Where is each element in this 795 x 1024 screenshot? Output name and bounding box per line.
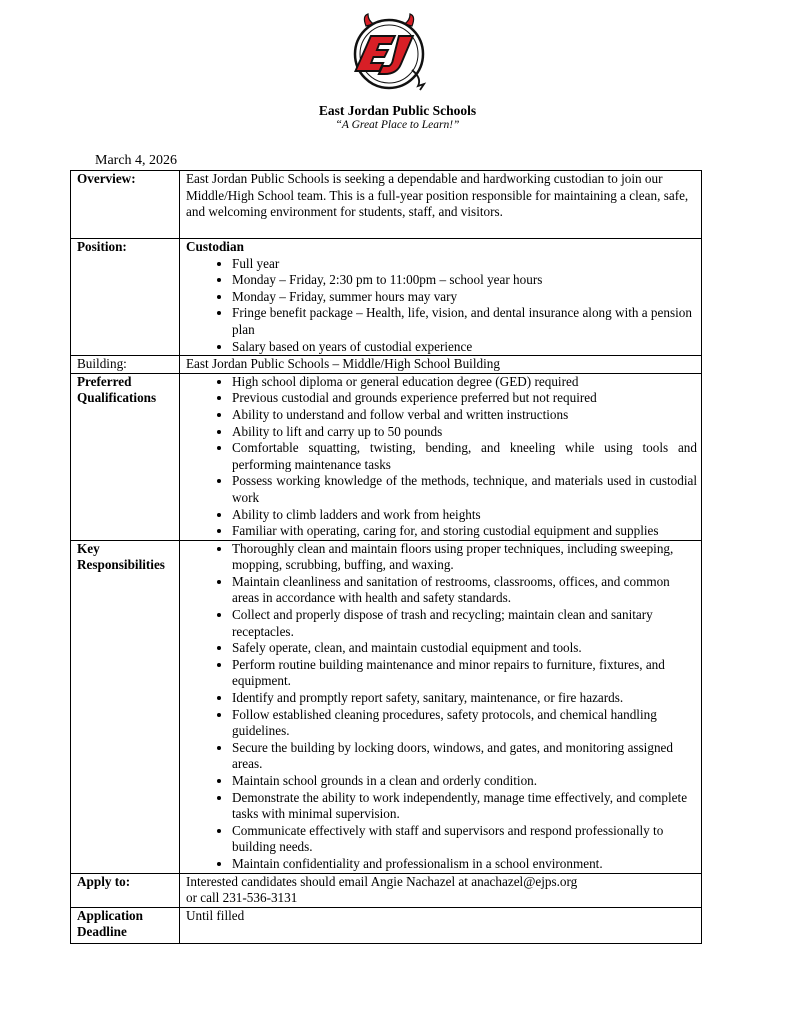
- list-item: • Identify and promptly report safety, sanitary, maintenance, or fire hazards.: [232, 690, 697, 707]
- list-item: • Follow established cleaning procedures, safety protocols, and chemical handling guidelines.: [232, 707, 697, 740]
- position-list: [186, 256, 697, 356]
- apply-row: [71, 873, 702, 907]
- job-posting-table: [70, 170, 702, 944]
- list-item: • Demonstrate the ability to work independently, manage time effectively, and complete tasks with minimal supervision.: [232, 790, 697, 823]
- qualifications-label: Preferred Qualifications: [71, 373, 180, 540]
- qualifications-list: [186, 374, 697, 540]
- deadline-row: [71, 907, 702, 943]
- apply-email-line: Interested candidates should email Angie Nachazel at anachazel@ejps.org: [186, 873, 578, 889]
- list-item: • Collect and properly dispose of trash and recycling; maintain clean and sanitary receptacles.: [232, 607, 697, 640]
- document-date: March 4, 2026: [95, 153, 178, 168]
- responsibilities-row: [71, 540, 702, 873]
- position-label: Position:: [71, 239, 180, 356]
- list-item: • Communicate effectively with staff and supervisors and respond professionally to building needs.: [232, 823, 697, 856]
- list-item: • Maintain confidentiality and professionalism in a school environment.: [232, 856, 697, 873]
- list-item: • Possess working knowledge of the methods, technique, and materials used in custodial work: [232, 473, 697, 506]
- deadline-text: Until filled: [180, 907, 702, 943]
- list-item: • Perform routine building maintenance and minor repairs to furniture, fixtures, and equipment.: [232, 657, 697, 690]
- overview-label: Overview:: [71, 171, 180, 239]
- list-item: • Ability to understand and follow verbal and written instructions: [232, 407, 697, 424]
- building-text: East Jordan Public Schools – Middle/High School Building: [180, 356, 702, 374]
- list-item: • Safely operate, clean, and maintain custodial equipment and tools.: [232, 640, 697, 657]
- deadline-label: Application Deadline: [71, 907, 180, 943]
- apply-phone-line: or call 231-536-3131: [186, 890, 298, 906]
- overview-text: East Jordan Public Schools is seeking a dependable and hardworking custodian to join our Middle/High School team. This is a full-year position responsible for maintaining a clean, safe, and welcoming environment for students, staff, and visitors.: [180, 171, 702, 239]
- list-item: • Monday – Friday, 2:30 pm to 11:00pm – school year hours: [232, 272, 697, 289]
- list-item: • Ability to climb ladders and work from heights: [232, 507, 697, 524]
- qualifications-row: [71, 373, 702, 540]
- apply-label: Apply to:: [71, 873, 180, 907]
- building-row: [71, 356, 702, 374]
- list-item: • Full year: [232, 256, 697, 273]
- building-label: Building:: [71, 356, 180, 374]
- school-motto: “A Great Place to Learn!”: [335, 119, 460, 131]
- list-item: • Thoroughly clean and maintain floors using proper techniques, including sweeping, mopping, scrubbing, buffing, and waxing.: [232, 541, 697, 574]
- position-title: Custodian: [186, 239, 244, 254]
- school-name: East Jordan Public Schools: [318, 103, 477, 118]
- list-item: • Previous custodial and grounds experience preferred but not required: [232, 390, 697, 407]
- list-item: • Comfortable squatting, twisting, bending, and kneeling while using tools and performing maintenance tasks: [232, 440, 697, 473]
- list-item: • Familiar with operating, caring for, and storing custodial equipment and supplies: [232, 523, 697, 540]
- responsibilities-list: [186, 541, 697, 873]
- list-item: • Fringe benefit package – Health, life, vision, and dental insurance along with a pension plan: [232, 305, 697, 338]
- position-row: [71, 239, 702, 356]
- responsibilities-label: Key Responsibilities: [71, 540, 180, 873]
- list-item: • Ability to lift and carry up to 50 pounds: [232, 424, 697, 441]
- list-item: • Monday – Friday, summer hours may vary: [232, 289, 697, 306]
- school-logo: [348, 12, 430, 94]
- list-item: • Secure the building by locking doors, windows, and gates, and monitoring assigned areas.: [232, 740, 697, 773]
- ej-devils-logo-icon: [348, 12, 430, 94]
- overview-row: [71, 171, 702, 239]
- list-item: • High school diploma or general education degree (GED) required: [232, 374, 697, 391]
- list-item: • Maintain school grounds in a clean and orderly condition.: [232, 773, 697, 790]
- list-item: • Maintain cleanliness and sanitation of restrooms, classrooms, offices, and common areas in accordance with health and safety standards.: [232, 574, 697, 607]
- list-item: • Salary based on years of custodial experience: [232, 339, 697, 356]
